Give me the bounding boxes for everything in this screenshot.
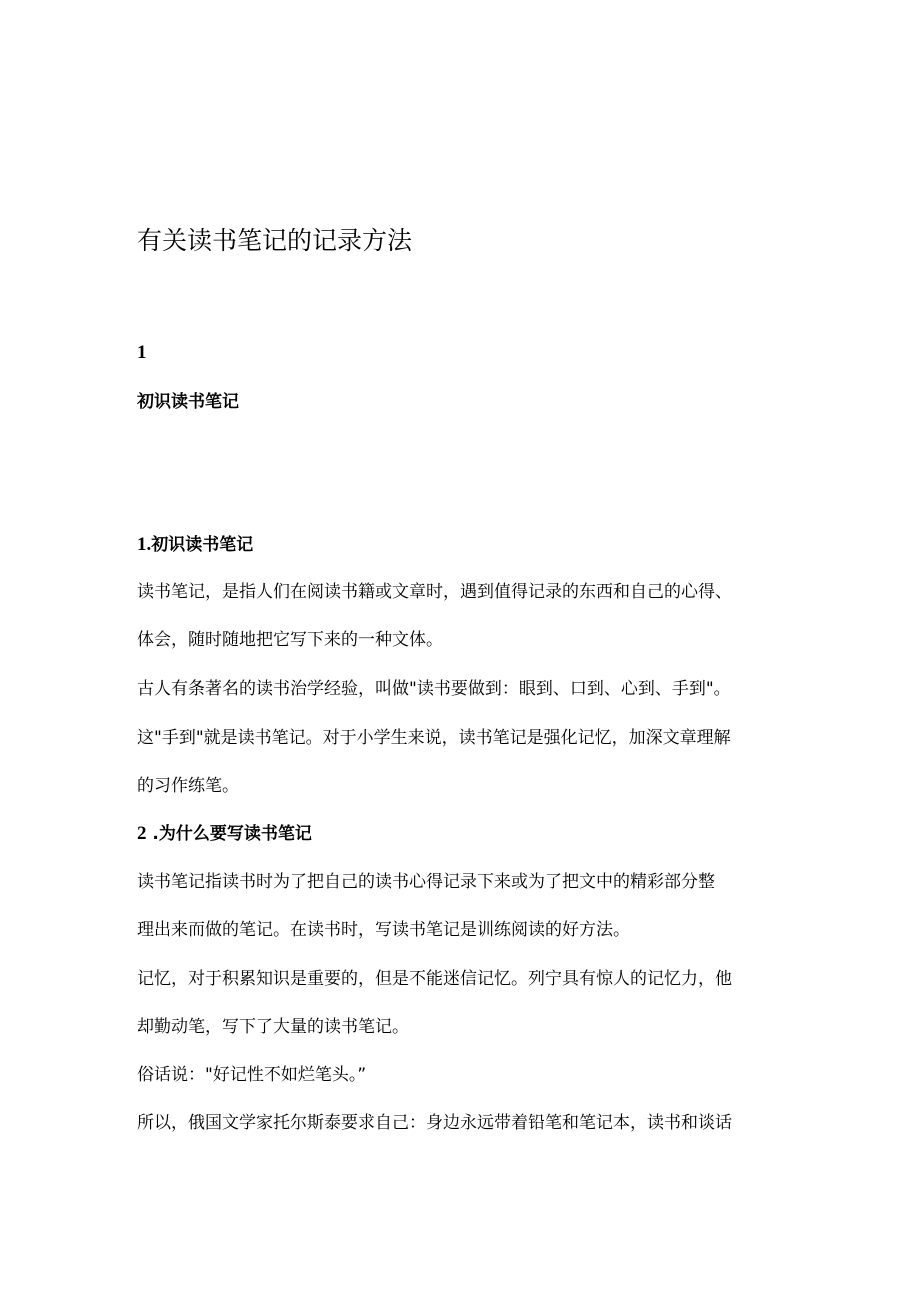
document-title: 有关读书笔记的记录方法 xyxy=(137,226,413,255)
paragraph-line: 古人有条著名的读书治学经验，叫做"读书要做到：眼到、口到、心到、手到"。 xyxy=(137,679,731,699)
paragraph-line: 读书笔记指读书时为了把自己的读书心得记录下来或为了把文中的精彩部分整 xyxy=(137,872,715,892)
paragraph-line: 读书笔记，是指人们在阅读书籍或文章时，遇到值得记录的东西和自己的心得、 xyxy=(137,582,732,602)
heading-1 xyxy=(137,532,253,558)
section-number: 1 xyxy=(137,342,147,363)
paragraph-line: 却勤动笔，写下了大量的读书笔记。 xyxy=(137,1017,409,1037)
heading-1-text: 初识读书笔记 xyxy=(151,535,254,555)
paragraph-line: 俗话说："好记性不如烂笔头。” xyxy=(137,1065,367,1085)
section-title: 初识读书笔记 xyxy=(137,392,239,412)
paragraph-line: 理出来而做的笔记。在读书时，写读书笔记是训练阅读的好方法。 xyxy=(137,920,630,940)
heading-1-number: 1. xyxy=(137,534,152,555)
paragraph-line: 体会，随时随地把它写下来的一种文体。 xyxy=(137,630,443,650)
paragraph-line: 所以，俄国文学家托尔斯泰要求自己：身边永远带着铅笔和笔记本，读书和谈话 xyxy=(137,1113,732,1133)
heading-2-text: .为什么要写读书笔记 xyxy=(146,824,312,844)
heading-2 xyxy=(137,821,312,847)
paragraph-line: 这"手到"就是读书笔记。对于小学生来说，读书笔记是强化记忆，加深文章理解 xyxy=(137,728,731,748)
paragraph-line: 记忆，对于积累知识是重要的，但是不能迷信记忆。列宁具有惊人的记忆力，他 xyxy=(137,969,732,989)
heading-2-number: 2 xyxy=(137,823,147,844)
paragraph-line: 的习作练笔。 xyxy=(137,776,239,796)
